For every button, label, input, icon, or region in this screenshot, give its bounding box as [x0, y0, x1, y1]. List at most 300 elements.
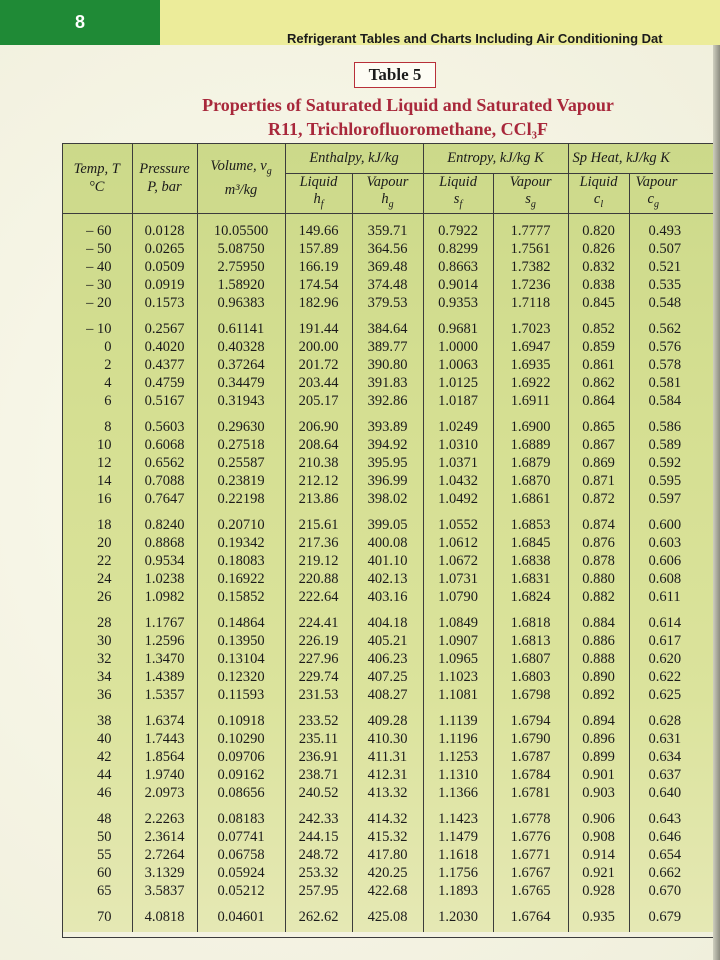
table-cell: 0.826 — [568, 240, 629, 258]
table-cell: 0.521 — [629, 258, 720, 276]
table-cell: 0.592 — [629, 454, 720, 472]
table-cell: 24 — [62, 570, 132, 588]
table-cell: 0.40328 — [197, 338, 285, 356]
table-cell: 0.9353 — [423, 294, 493, 312]
table-cell: 0.892 — [568, 686, 629, 704]
table-cell: 414.32 — [352, 802, 423, 828]
table-row — [62, 454, 720, 472]
table-row — [62, 802, 720, 828]
table-cell: 389.77 — [352, 338, 423, 356]
table-cell: 12 — [62, 454, 132, 472]
table-cell: 374.48 — [352, 276, 423, 294]
table-cell: 0.31943 — [197, 392, 285, 410]
table-cell: 1.6767 — [493, 864, 568, 882]
table-cell: 402.13 — [352, 570, 423, 588]
table-cell: 1.1756 — [423, 864, 493, 882]
table-cell: 0.507 — [629, 240, 720, 258]
page-binding-edge — [713, 45, 720, 960]
table-cell: 203.44 — [285, 374, 352, 392]
table-cell: 1.6900 — [493, 410, 568, 436]
table-cell: 48 — [62, 802, 132, 828]
table-cell: 0.0128 — [132, 213, 197, 240]
table-cell: 0.9681 — [423, 312, 493, 338]
table-cell: 0.29630 — [197, 410, 285, 436]
table-cell: 1.6935 — [493, 356, 568, 374]
table-cell: 1.0849 — [423, 606, 493, 632]
table-cell: 0.493 — [629, 213, 720, 240]
table-cell: 0 — [62, 338, 132, 356]
table-cell: 0.8868 — [132, 534, 197, 552]
table-cell: 396.99 — [352, 472, 423, 490]
table-cell: 0.19342 — [197, 534, 285, 552]
table-cell: 0.640 — [629, 784, 720, 802]
table-cell: 0.6562 — [132, 454, 197, 472]
table-cell: 2.3614 — [132, 828, 197, 846]
table-cell: 244.15 — [285, 828, 352, 846]
table-subtitle: R11, Trichlorofluoromethane, CCl₃F — [267, 119, 549, 139]
table-cell: 395.95 — [352, 454, 423, 472]
table-cell: 213.86 — [285, 490, 352, 508]
table-row — [62, 632, 720, 650]
table-cell: 1.6787 — [493, 748, 568, 766]
table-row — [62, 374, 720, 392]
table-cell: 235.11 — [285, 730, 352, 748]
vapour-label: Vapour — [635, 174, 678, 190]
col-header-cl — [568, 174, 629, 214]
table-cell: 4.0818 — [132, 900, 197, 932]
table-cell: 1.0492 — [423, 490, 493, 508]
table-cell: 1.0125 — [423, 374, 493, 392]
table-cell: 0.576 — [629, 338, 720, 356]
table-cell: 0.643 — [629, 802, 720, 828]
table-row — [62, 704, 720, 730]
table-cell: 407.25 — [352, 668, 423, 686]
table-cell: 0.08183 — [197, 802, 285, 828]
table-cell: 1.8564 — [132, 748, 197, 766]
table-cell: 0.634 — [629, 748, 720, 766]
table-cell: 0.595 — [629, 472, 720, 490]
table-cell: 55 — [62, 846, 132, 864]
table-cell: 1.6824 — [493, 588, 568, 606]
table-cell: 219.12 — [285, 552, 352, 570]
table-cell: 392.86 — [352, 392, 423, 410]
table-cell: 1.1196 — [423, 730, 493, 748]
table-cell: 1.0552 — [423, 508, 493, 534]
table-cell: 0.894 — [568, 704, 629, 730]
table-cell: 1.0965 — [423, 650, 493, 668]
table-cell: 46 — [62, 784, 132, 802]
table-cell: 0.874 — [568, 508, 629, 534]
table-cell: 0.27518 — [197, 436, 285, 454]
table-cell: 32 — [62, 650, 132, 668]
table-body — [62, 213, 720, 932]
table-cell: 413.32 — [352, 784, 423, 802]
table-cell: 0.15852 — [197, 588, 285, 606]
table-row — [62, 240, 720, 258]
hg-sub: g — [388, 198, 394, 210]
table-cell: 1.0000 — [423, 338, 493, 356]
table-cell: 242.33 — [285, 802, 352, 828]
table-cell: 1.1893 — [423, 882, 493, 900]
table-cell: 0.578 — [629, 356, 720, 374]
table-cell: 0.914 — [568, 846, 629, 864]
table-cell: 0.37264 — [197, 356, 285, 374]
table-cell: 1.6803 — [493, 668, 568, 686]
table-cell: 0.8240 — [132, 508, 197, 534]
table-row — [62, 392, 720, 410]
table-cell: 1.2596 — [132, 632, 197, 650]
table-cell: 0.6068 — [132, 436, 197, 454]
table-cell: 212.12 — [285, 472, 352, 490]
table-cell: 0.09162 — [197, 766, 285, 784]
table-row — [62, 570, 720, 588]
table-cell: 1.4389 — [132, 668, 197, 686]
table-title: Properties of Saturated Liquid and Saturated Vapour — [202, 95, 614, 115]
table-row — [62, 312, 720, 338]
table-cell: 1.0310 — [423, 436, 493, 454]
table-cell: 5.08750 — [197, 240, 285, 258]
table-cell: 1.6818 — [493, 606, 568, 632]
table-row — [62, 864, 720, 882]
table-cell: 1.1081 — [423, 686, 493, 704]
table-cell: 0.7922 — [423, 213, 493, 240]
table-cell: 65 — [62, 882, 132, 900]
table-cell: 1.0672 — [423, 552, 493, 570]
table-cell: 0.845 — [568, 294, 629, 312]
table-cell: 174.54 — [285, 276, 352, 294]
table-row — [62, 748, 720, 766]
table-cell: 1.6778 — [493, 802, 568, 828]
table-cell: 0.9534 — [132, 552, 197, 570]
table-cell: 0.670 — [629, 882, 720, 900]
table-cell: 1.6784 — [493, 766, 568, 784]
table-cell: 417.80 — [352, 846, 423, 864]
col-header-hg — [352, 174, 423, 214]
table-cell: 1.6922 — [493, 374, 568, 392]
table-cell: 50 — [62, 828, 132, 846]
table-label: Table 5 — [354, 62, 436, 88]
table-cell: 1.0731 — [423, 570, 493, 588]
table-cell: – 30 — [62, 276, 132, 294]
table-cell: 206.90 — [285, 410, 352, 436]
table-cell: 210.38 — [285, 454, 352, 472]
table-cell: 0.4377 — [132, 356, 197, 374]
table-cell: 0.600 — [629, 508, 720, 534]
table-cell: 0.637 — [629, 766, 720, 784]
table-row — [62, 508, 720, 534]
table-cell: 0.0509 — [132, 258, 197, 276]
table-cell: 0.838 — [568, 276, 629, 294]
table-row — [62, 436, 720, 454]
table-cell: 0.06758 — [197, 846, 285, 864]
table-cell: 1.7023 — [493, 312, 568, 338]
table-cell: 0.8299 — [423, 240, 493, 258]
table-row — [62, 534, 720, 552]
col-header-volume — [197, 143, 285, 213]
table-cell: 0.603 — [629, 534, 720, 552]
table-cell: 4 — [62, 374, 132, 392]
table-cell: 1.6771 — [493, 846, 568, 864]
table-cell: 0.05212 — [197, 882, 285, 900]
table-cell: 2.75950 — [197, 258, 285, 276]
col-group-entropy: Entropy, kJ/kg K — [423, 143, 568, 174]
table-cell: 201.72 — [285, 356, 352, 374]
table-cell: 406.23 — [352, 650, 423, 668]
table-cell: – 60 — [62, 213, 132, 240]
table-cell: 409.28 — [352, 704, 423, 730]
vapour-label: Vapour — [509, 174, 552, 190]
col-header-sg — [493, 174, 568, 214]
table-cell: 0.11593 — [197, 686, 285, 704]
table-cell: 0.611 — [629, 588, 720, 606]
temp-header-text: Temp, T °C — [73, 160, 120, 195]
cg-symbol: c — [647, 191, 654, 207]
table-cell: 0.928 — [568, 882, 629, 900]
table-cell: 0.631 — [629, 730, 720, 748]
table-row — [62, 258, 720, 276]
table-cell: 0.18083 — [197, 552, 285, 570]
table-cell: 0.14864 — [197, 606, 285, 632]
table-row — [62, 668, 720, 686]
table-cell: 14 — [62, 472, 132, 490]
table-row — [62, 276, 720, 294]
table-cell: 10.05500 — [197, 213, 285, 240]
table-cell: 0.859 — [568, 338, 629, 356]
table-cell: 2.2263 — [132, 802, 197, 828]
table-cell: 1.0238 — [132, 570, 197, 588]
sg-symbol: s — [525, 191, 531, 207]
table-cell: 0.581 — [629, 374, 720, 392]
table-cell: 425.08 — [352, 900, 423, 932]
table-cell: 1.6794 — [493, 704, 568, 730]
properties-table-container — [62, 143, 720, 939]
table-cell: 18 — [62, 508, 132, 534]
table-cell: 0.617 — [629, 632, 720, 650]
table-cell: 0.622 — [629, 668, 720, 686]
table-cell: 0.1573 — [132, 294, 197, 312]
table-cell: 0.0919 — [132, 276, 197, 294]
table-row — [62, 472, 720, 490]
table-cell: 0.614 — [629, 606, 720, 632]
table-cell: 1.7382 — [493, 258, 568, 276]
table-cell: 364.56 — [352, 240, 423, 258]
table-cell: 422.68 — [352, 882, 423, 900]
hf-sub: f — [320, 198, 324, 210]
table-cell: 157.89 — [285, 240, 352, 258]
table-cell: 191.44 — [285, 312, 352, 338]
table-cell: 1.6845 — [493, 534, 568, 552]
table-cell: – 40 — [62, 258, 132, 276]
table-cell: 1.6374 — [132, 704, 197, 730]
table-cell: 0.606 — [629, 552, 720, 570]
col-header-cg — [629, 174, 720, 214]
table-cell: 1.6889 — [493, 436, 568, 454]
table-cell: 1.6947 — [493, 338, 568, 356]
table-cell: 0.597 — [629, 490, 720, 508]
table-cell: 404.18 — [352, 606, 423, 632]
table-cell: 405.21 — [352, 632, 423, 650]
table-cell: 0.852 — [568, 312, 629, 338]
table-cell: 0.10918 — [197, 704, 285, 730]
table-cell: 0.5603 — [132, 410, 197, 436]
table-cell: 0.679 — [629, 900, 720, 932]
table-cell: 0.876 — [568, 534, 629, 552]
table-row — [62, 846, 720, 864]
table-cell: 1.6861 — [493, 490, 568, 508]
table-cell: 0.25587 — [197, 454, 285, 472]
table-cell: 0.586 — [629, 410, 720, 436]
table-cell: 0.04601 — [197, 900, 285, 932]
table-row — [62, 338, 720, 356]
table-cell: 40 — [62, 730, 132, 748]
table-cell: 1.1253 — [423, 748, 493, 766]
table-cell: 0.662 — [629, 864, 720, 882]
table-cell: 0.871 — [568, 472, 629, 490]
table-cell: 1.0982 — [132, 588, 197, 606]
table-cell: 0.901 — [568, 766, 629, 784]
table-cell: 1.0907 — [423, 632, 493, 650]
table-cell: 1.6831 — [493, 570, 568, 588]
table-cell: 0.22198 — [197, 490, 285, 508]
table-cell: 0.820 — [568, 213, 629, 240]
volume-unit: m³/kg — [224, 181, 258, 198]
table-cell: 36 — [62, 686, 132, 704]
sg-sub: g — [530, 198, 536, 210]
table-row — [62, 356, 720, 374]
table-cell: 2.7264 — [132, 846, 197, 864]
table-cell: 0.8663 — [423, 258, 493, 276]
table-cell: 0.921 — [568, 864, 629, 882]
table-row — [62, 294, 720, 312]
table-cell: 1.0612 — [423, 534, 493, 552]
table-cell: 1.6813 — [493, 632, 568, 650]
table-cell: 0.864 — [568, 392, 629, 410]
table-cell: 1.0063 — [423, 356, 493, 374]
table-cell: 1.0790 — [423, 588, 493, 606]
table-cell: 0.12320 — [197, 668, 285, 686]
col-header-hf — [285, 174, 352, 214]
hf-symbol: h — [313, 191, 321, 207]
properties-table — [62, 143, 720, 932]
table-cell: 0.935 — [568, 900, 629, 932]
table-cell: 0.08656 — [197, 784, 285, 802]
vapour-label: Vapour — [366, 174, 409, 190]
cl-symbol: c — [593, 191, 601, 207]
table-cell: 1.5357 — [132, 686, 197, 704]
table-cell: 1.7118 — [493, 294, 568, 312]
table-cell: 415.32 — [352, 828, 423, 846]
table-cell: 166.19 — [285, 258, 352, 276]
table-cell: 0.646 — [629, 828, 720, 846]
table-cell: 226.19 — [285, 632, 352, 650]
table-cell: 1.6781 — [493, 784, 568, 802]
table-cell: 0.872 — [568, 490, 629, 508]
table-cell: 2.0973 — [132, 784, 197, 802]
table-cell: 0.620 — [629, 650, 720, 668]
table-cell: 8 — [62, 410, 132, 436]
table-cell: 0.625 — [629, 686, 720, 704]
table-cell: 1.7777 — [493, 213, 568, 240]
table-cell: 240.52 — [285, 784, 352, 802]
table-cell: 408.27 — [352, 686, 423, 704]
table-cell: 0.908 — [568, 828, 629, 846]
table-cell: 0.903 — [568, 784, 629, 802]
table-cell: 1.0371 — [423, 454, 493, 472]
table-cell: 1.7236 — [493, 276, 568, 294]
table-cell: 1.6776 — [493, 828, 568, 846]
table-cell: – 50 — [62, 240, 132, 258]
table-cell: 0.880 — [568, 570, 629, 588]
col-header-pressure — [132, 143, 197, 213]
table-cell: 149.66 — [285, 213, 352, 240]
table-cell: 1.1366 — [423, 784, 493, 802]
table-cell: 1.6879 — [493, 454, 568, 472]
table-cell: 44 — [62, 766, 132, 784]
table-cell: 70 — [62, 900, 132, 932]
table-cell: 0.862 — [568, 374, 629, 392]
table-cell: 0.896 — [568, 730, 629, 748]
table-cell: 1.6807 — [493, 650, 568, 668]
table-cell: 1.1479 — [423, 828, 493, 846]
table-cell: 0.899 — [568, 748, 629, 766]
table-row — [62, 552, 720, 570]
table-cell: 0.13950 — [197, 632, 285, 650]
table-cell: 1.6838 — [493, 552, 568, 570]
table-cell: 0.23819 — [197, 472, 285, 490]
hg-symbol: h — [381, 191, 389, 207]
table-row — [62, 784, 720, 802]
table-row — [62, 686, 720, 704]
table-cell: 0.608 — [629, 570, 720, 588]
col-header-temp — [62, 143, 132, 213]
sf-symbol: s — [453, 191, 460, 207]
table-row — [62, 490, 720, 508]
table-cell: 0.34479 — [197, 374, 285, 392]
table-cell: 20 — [62, 534, 132, 552]
table-cell: 0.4020 — [132, 338, 197, 356]
table-cell: 0.96383 — [197, 294, 285, 312]
table-cell: 1.58920 — [197, 276, 285, 294]
table-cell: 1.1023 — [423, 668, 493, 686]
table-cell: 1.6853 — [493, 508, 568, 534]
table-cell: 1.6764 — [493, 900, 568, 932]
table-cell: 1.6765 — [493, 882, 568, 900]
table-cell: 1.6870 — [493, 472, 568, 490]
table-row — [62, 588, 720, 606]
table-cell: 0.584 — [629, 392, 720, 410]
table-cell: 200.00 — [285, 338, 352, 356]
running-title: Refrigerant Tables and Charts Including Air Conditioning Dat — [287, 31, 663, 46]
table-cell: 403.16 — [352, 588, 423, 606]
table-cell: 1.2030 — [423, 900, 493, 932]
table-cell: 359.71 — [352, 213, 423, 240]
table-cell: 0.548 — [629, 294, 720, 312]
table-cell: 411.31 — [352, 748, 423, 766]
volume-header-sub: g — [266, 165, 272, 177]
table-cell: 38 — [62, 704, 132, 730]
table-cell: 253.32 — [285, 864, 352, 882]
table-cell: 1.6798 — [493, 686, 568, 704]
table-cell: 0.865 — [568, 410, 629, 436]
table-row — [62, 766, 720, 784]
table-cell: 394.92 — [352, 436, 423, 454]
table-cell: 208.64 — [285, 436, 352, 454]
table-row — [62, 410, 720, 436]
table-cell: 6 — [62, 392, 132, 410]
table-cell: 0.09706 — [197, 748, 285, 766]
table-cell: 1.1423 — [423, 802, 493, 828]
table-cell: 0.589 — [629, 436, 720, 454]
